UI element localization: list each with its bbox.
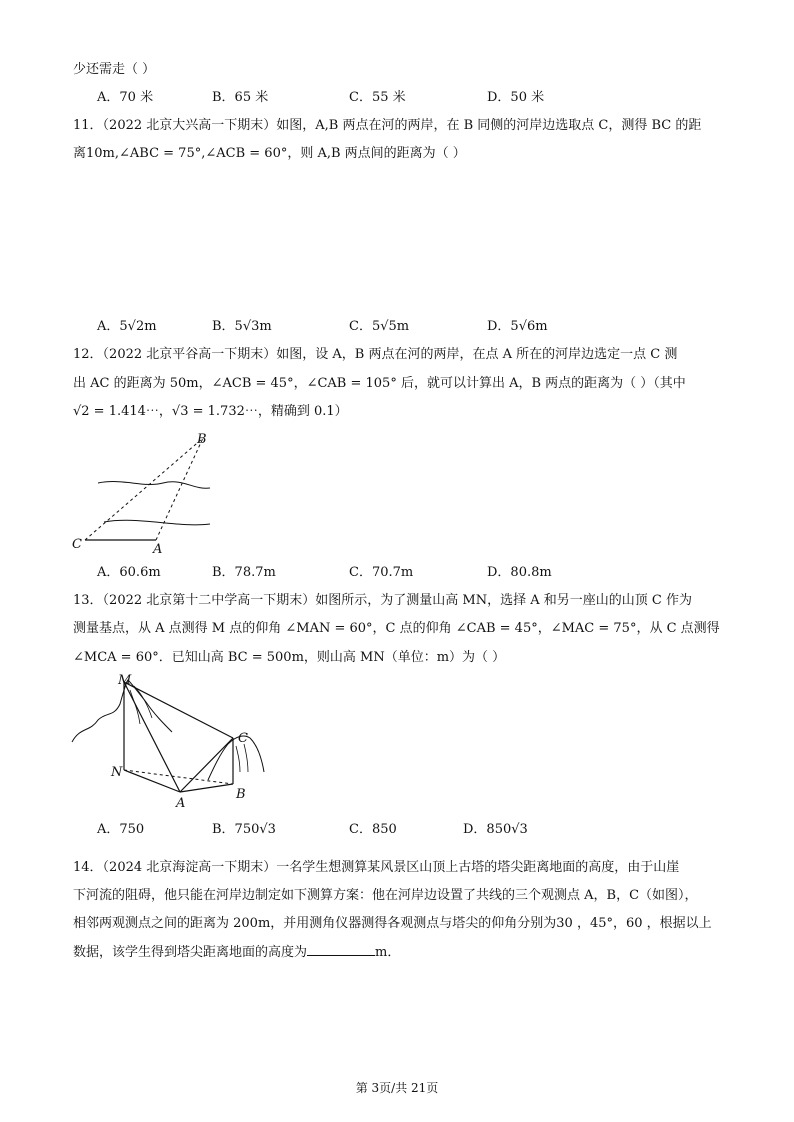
q14-stem-line2: 下河流的阻碍，他只能在河岸边制定如下测算方案：他在河岸边设置了共线的三个观测点 A，B，C（如图）， (73, 888, 698, 903)
q13-option-b: B．750√3 (212, 822, 276, 837)
q13-option-d: D．850√3 (463, 822, 528, 837)
answer-blank[interactable] (307, 943, 375, 956)
label-c: C (238, 731, 248, 746)
q11-option-d: D．5√6m (487, 319, 548, 334)
river-bank-upper (98, 482, 210, 489)
segment-ma (124, 682, 180, 792)
label-m: M (118, 673, 132, 688)
q13-mountain-figure (68, 672, 278, 812)
q10-option-b: B．65 米 (212, 90, 269, 105)
q12-stem-line2: 出 AC 的距离为 50m，∠ACB = 45°，∠CAB = 105° 后，就可以计算出 A，B 两点的距离为（ ）（其中 (73, 376, 686, 391)
q14-line4-text: 数据，该学生得到塔尖距离地面的高度为 (73, 945, 308, 960)
q14-stem-line3: 相邻两观测点之间的距离为 200m，并用测角仪器测得各观测点与塔尖的仰角分别为30 ，45°，60 ，根据以上 (73, 916, 712, 931)
q14-line4-unit: m． (375, 945, 401, 960)
q10-option-d: D．50 米 (487, 90, 545, 105)
q13-stem-line3: ∠MCA = 60°．已知山高 BC = 500m，则山高 MN（单位：m）为（ ） (73, 650, 506, 665)
segment-mc (124, 682, 233, 738)
q11-stem-line1: 11．（2022 北京大兴高一下期末）如图，A,B 两点在河的两岸，在 B 同侧的河岸边选取点 C，测得 BC 的距 (73, 118, 702, 133)
q14-stem-line4 (73, 943, 400, 962)
q12-river-figure (68, 428, 218, 556)
mountain-right-outline (208, 736, 264, 780)
page-footer: 第 3页/共 21页 (355, 1081, 439, 1095)
q12-stem-line1: 12．（2022 北京平谷高一下期末）如图，设 A，B 两点在河的两岸，在点 A 所在的河岸边选定一点 C 测 (73, 347, 678, 362)
q11-option-a: A．5√2m (97, 319, 157, 334)
q13-option-a: A．750 (97, 822, 145, 837)
label-a: A (176, 796, 186, 811)
mountain-right-detail (236, 744, 248, 772)
label-n: N (111, 765, 123, 780)
segment-ab (180, 784, 233, 792)
q12-stem-line3: √2 = 1.414⋯，√3 = 1.732⋯，精确到 0.1） (73, 404, 348, 419)
q10-option-c: C．55 米 (349, 90, 406, 105)
mountain-left-outline (72, 680, 172, 742)
q11-option-c: C．5√5m (349, 319, 410, 334)
q13-stem-line2: 测量基点，从 A 点测得 M 点的仰角 ∠MAN = 60°，C 点的仰角 ∠CAB = 45°，∠MAC = 75°，从 C 点测得 (73, 621, 720, 636)
label-b: B (197, 432, 207, 447)
q14-stem-line1: 14．（2024 北京海淀高一下期末）一名学生想测算某风景区山顶上古塔的塔尖距离地面的高度，由于山崖 (73, 860, 680, 875)
segment-na (124, 770, 180, 792)
q13-stem-line1: 13．（2022 北京第十二中学高一下期末）如图所示，为了测量山高 MN，选择 A 和另一座山的山顶 C 作为 (73, 593, 692, 608)
q12-option-a: A．60.6m (97, 565, 161, 580)
q12-option-c: C．70.7m (349, 565, 414, 580)
label-a: A (153, 542, 163, 556)
q10-tail: 少还需走（ ） (73, 62, 156, 77)
river-bank-lower (104, 520, 210, 525)
label-b: B (236, 787, 246, 802)
q13-option-c: C．850 (349, 822, 397, 837)
label-c: C (72, 537, 82, 552)
segment-ac (180, 738, 233, 792)
q12-option-d: D．80.8m (487, 565, 552, 580)
q10-option-a: A．70 米 (97, 90, 154, 105)
q11-option-b: B．5√3m (212, 319, 272, 334)
q12-option-b: B．78.7m (212, 565, 276, 580)
q11-stem-line2: 离10m,∠ABC = 75°,∠ACB = 60°，则 A,B 两点间的距离为（ ） (73, 146, 466, 161)
